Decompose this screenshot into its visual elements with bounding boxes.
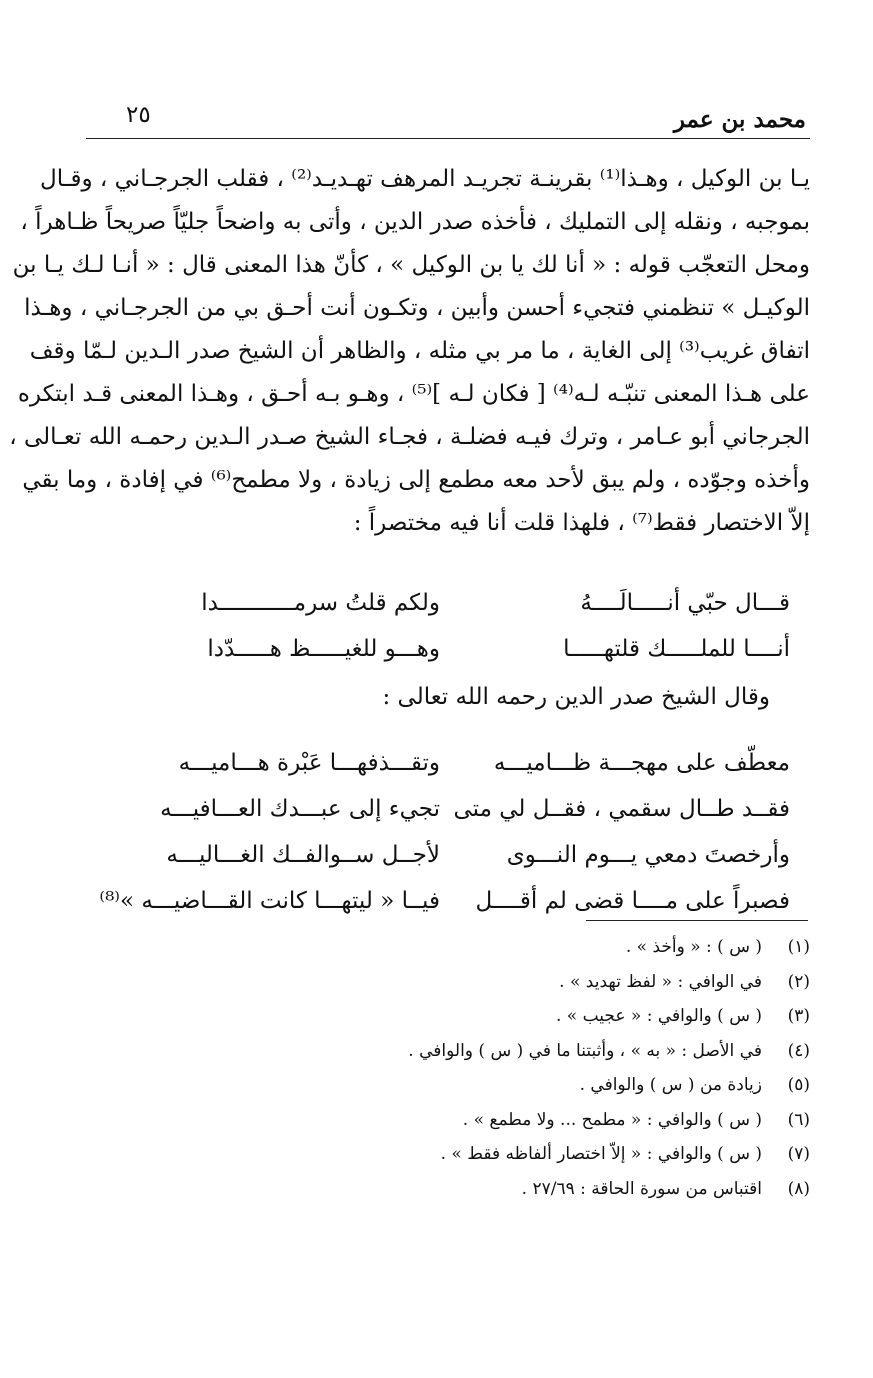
verse-second-hemistich: تجيء إلى عبـــدك العـــافيـــه [160, 796, 440, 822]
verse-second-hemistich: لأجــل ســوالفــك الغـــاليـــه [166, 842, 440, 868]
footnote-text: ( س ) والوافي : « مطمح ... ولا مطمع » . [462, 1109, 762, 1130]
footnote-item [86, 1172, 810, 1207]
footnote-text: في الأصل : « به » ، وأثبتنا ما في ( س ) والوافي . [408, 1040, 762, 1061]
poem-block-1 [150, 580, 790, 672]
footnote-separator [586, 920, 808, 921]
body-paragraph [9, 158, 810, 545]
footnote-item [86, 930, 810, 965]
footnote-number: (٣) [787, 1006, 810, 1026]
body-line: إلاّ الاختصار فقط⁽⁷⁾ ، فلهذا قلت أنا فيه مختصراً : [353, 510, 810, 536]
running-header [86, 92, 810, 139]
poem-block-2 [99, 740, 790, 924]
footnote-number: (٤) [787, 1040, 810, 1061]
verse-row [150, 786, 790, 832]
header-title: محمد بن عمر [673, 106, 806, 133]
footnote-text: اقتباس من سورة الحاقة : ٢٧/٦٩ . [521, 1178, 762, 1199]
footnote-number: (٧) [787, 1144, 810, 1164]
footnote-item [86, 965, 810, 1000]
body-line: بموجبه ، ونقله إلى التمليك ، فأخذه صدر الدين ، وأتى به واضحاً جليّاً صريحاً ظـاهراً ، [20, 209, 810, 235]
verse-second-hemistich: ولكم قلتُ سرمـــــــــــدا [201, 590, 440, 616]
footnote-number: (٦) [787, 1109, 810, 1130]
body-line: على هـذا المعنى تنبّـه لـه⁽⁴⁾ [ فكان لـه ]⁽⁵⁾ ، وهـو بـه أحـق ، وهـذا المعنى قـد ابتكره [17, 381, 810, 407]
poem-intro: وقال الشيخ صدر الدين رحمه الله تعالى : [382, 684, 770, 710]
footnote-item [86, 1103, 810, 1138]
body-line: ومحل التعجّب قوله : « أنا لك يا بن الوكيل » ، كأنّ هذا المعنى قال : « أنـا لـك يـا بن [12, 252, 810, 278]
footnote-item [86, 1137, 810, 1172]
footnotes [86, 930, 810, 1206]
footnote-number: (٢) [787, 971, 810, 992]
verse-second-hemistich: وتقـــذفهـــا عَبْرة هـــاميـــه [178, 750, 440, 776]
verse-second-hemistich: وهـــو للغيـــــظ هـــــدّدا [207, 636, 440, 662]
footnote-item [86, 1034, 810, 1069]
footnote-item [86, 999, 810, 1034]
verse-row [150, 580, 790, 626]
verse-row [150, 740, 790, 786]
footnote-text: في الوافي : « لفظ تهديد » . [559, 971, 762, 992]
verse-row [150, 832, 790, 878]
body-line: الجرجاني أبو عـامر ، وترك فيـه فضلـة ، فجـاء الشيخ صـدر الـدين رحمـه الله تعـالى ، [9, 424, 810, 450]
footnote-text: ( س ) : « وأخذ » . [625, 937, 762, 957]
footnote-number: (٥) [787, 1075, 810, 1095]
body-line: اتفاق غريب⁽³⁾ إلى الغاية ، ما مر بي مثله ، والظاهر أن الشيخ صدر الـدين لـمّا وقف [29, 338, 810, 364]
body-line: وأخذه وجوّده ، ولم يبق لأحد معه مطمع إلى زيادة ، ولا مطمح⁽⁶⁾ في إفادة ، وما بقي [22, 467, 810, 493]
footnote-text: زيادة من ( س ) والوافي . [579, 1075, 762, 1095]
verse-first-hemistich: قـــال حبّي أنـــــالَــــهُ [580, 590, 790, 616]
footnote-number: (٨) [787, 1178, 810, 1199]
footnote-text: ( س ) والوافي : « إلاّ اختصار ألفاظه فقط » . [440, 1144, 762, 1164]
body-line: الوكيـل » تنظمني فتجيء أحسن وأبين ، وتكـون أنت أحـق بي من الجرجـاني ، وهـذا [24, 295, 810, 321]
footnote-number: (١) [787, 937, 810, 957]
footnote-text: ( س ) والوافي : « عجيب » . [555, 1006, 762, 1026]
verse-first-hemistich: فصبراً على مــــا قضى لم أقــــل [475, 888, 790, 914]
verse-row [150, 626, 790, 672]
verse-second-hemistich: فيــا « ليتهـــا كانت القـــاضيـــه »⁽⁸⁾ [99, 888, 440, 914]
verse-first-hemistich: أنــــا للملـــــك قلتهـــــا [563, 636, 790, 662]
page-number: ٢٥ [126, 102, 151, 128]
body-line: يـا بن الوكيل ، وهـذا⁽¹⁾ بقرينـة تجريـد المرهف تهـديـد⁽²⁾ ، فقلب الجرجـاني ، وقـال [40, 166, 810, 192]
verse-row [99, 878, 790, 924]
verse-first-hemistich: فقــد طــال سقمي ، فقــل لي متى [453, 796, 790, 822]
footnote-item [86, 1068, 810, 1103]
verse-first-hemistich: وأرخصتَ دمعي يـــوم النـــوى [506, 842, 790, 868]
verse-first-hemistich: معطّف على مهجـــة ظـــاميـــه [493, 750, 790, 776]
